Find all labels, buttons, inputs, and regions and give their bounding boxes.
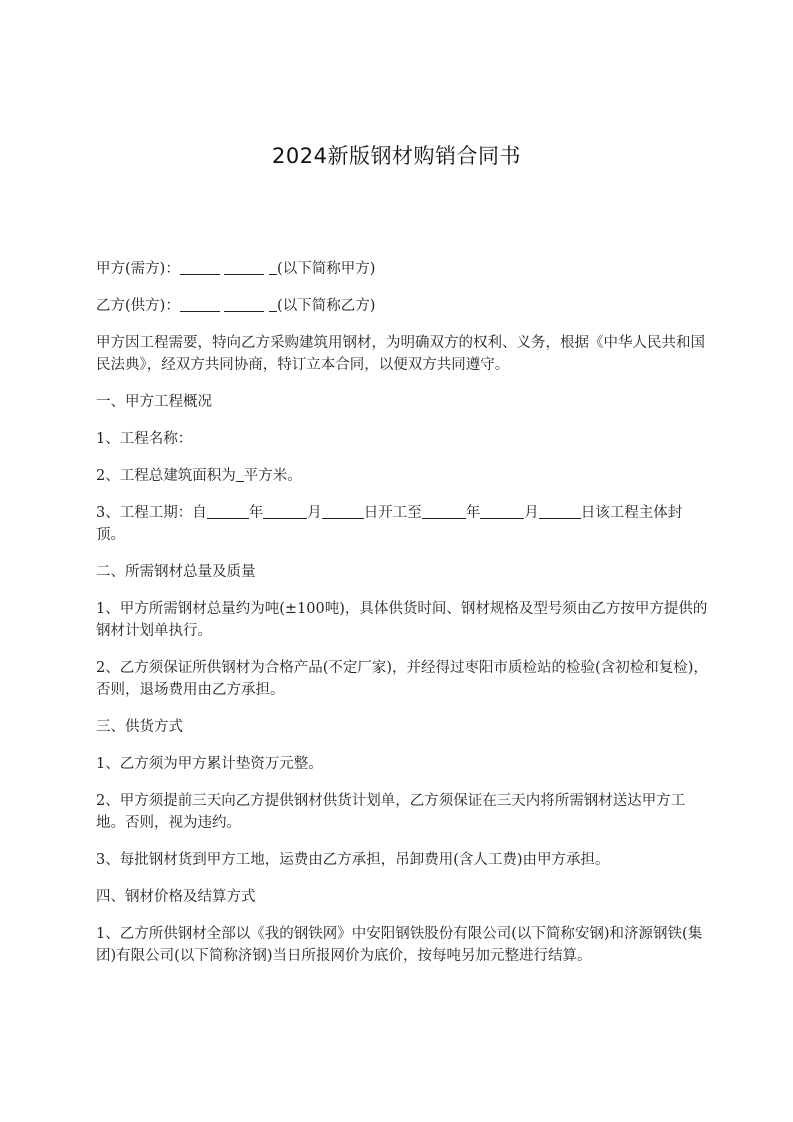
intro-paragraph: 甲方因工程需要，特向乙方采购建筑用钢材，为明确双方的权利、义务，根据《中华人民共和国民法典》，经双方共同协商，特订立本合同，以便双方共同遵守。 (96, 335, 705, 373)
end-year-blank (422, 502, 466, 519)
section4-heading: 四、钢材价格及结算方式 (96, 889, 256, 905)
party-a-blank-1 (180, 258, 220, 275)
party-b-blank-1 (180, 295, 220, 312)
section3-item2: 2、甲方须提前三天向乙方提供钢材供货计划单，乙方须保证在三天内将所需钢材送达甲方工地。否则，视为违约。 (96, 793, 686, 831)
party-a-blank-3 (269, 258, 277, 275)
end-month-blank (480, 502, 524, 519)
period-month2: 月 (524, 505, 539, 521)
period-prefix: 3、工程工期：自 (96, 505, 207, 521)
section2-item1: 1、甲方所需钢材总量约为吨(±100吨)，具体供货时间、钢材规格及型号须由乙方按甲方提供的钢材计划单执行。 (96, 601, 708, 639)
period-day1: 日开工至 (363, 505, 422, 521)
document-title: 2024新版钢材购销合同书 (272, 144, 521, 168)
section1-item1: 1、工程名称： (96, 431, 193, 447)
start-month-blank (263, 502, 307, 519)
party-b-line (96, 295, 708, 317)
section3-item1: 1、乙方须为甲方累计垫资万元整。 (96, 756, 323, 772)
party-a-label: 甲方(需方)： (96, 261, 180, 277)
party-a-blank-2 (224, 258, 264, 275)
section1-heading: 一、甲方工程概况 (96, 394, 212, 410)
start-day-blank (322, 502, 364, 519)
section4-item1: 1、乙方所供钢材全部以《我的钢铁网》中安阳钢铁股份有限公司(以下简称安钢)和济源钢铁(集团)有限公司(以下简称济钢)当日所报网价为底价，按每吨另加元整进行结算。 (96, 926, 703, 964)
section2-item2: 2、乙方须保证所供钢材为合格产品(不定厂家)，并经得过枣阳市质检站的检验(含初检和复检)，否则，退场费用由乙方承担。 (96, 660, 708, 698)
section1-item2-prefix: 2、工程总建筑面积为 (96, 468, 236, 484)
party-b-label: 乙方(供方)： (96, 298, 180, 314)
section3-item3: 3、每批钢材货到甲方工地，运费由乙方承担，吊卸费用(含人工费)由甲方承担。 (96, 852, 610, 868)
period-month1: 月 (307, 505, 322, 521)
section3-heading: 三、供货方式 (96, 719, 183, 735)
section1-item3 (96, 502, 708, 546)
area-blank (236, 465, 244, 482)
section1-item2 (96, 465, 708, 487)
period-year2: 年 (465, 505, 481, 521)
party-b-blank-3 (269, 295, 277, 312)
section1-item2-suffix: 平方米。 (243, 468, 302, 484)
section2-heading: 二、所需钢材总量及质量 (96, 564, 256, 580)
period-day2: 日该工程主体封顶。 (96, 505, 683, 543)
party-b-blank-2 (224, 295, 264, 312)
start-year-blank (207, 502, 249, 519)
document-body (96, 258, 708, 982)
party-a-line (96, 258, 708, 280)
period-year1: 年 (248, 505, 264, 521)
party-a-suffix: (以下简称甲方) (277, 261, 376, 277)
party-b-suffix: (以下简称乙方) (277, 298, 376, 314)
end-day-blank (539, 502, 581, 519)
